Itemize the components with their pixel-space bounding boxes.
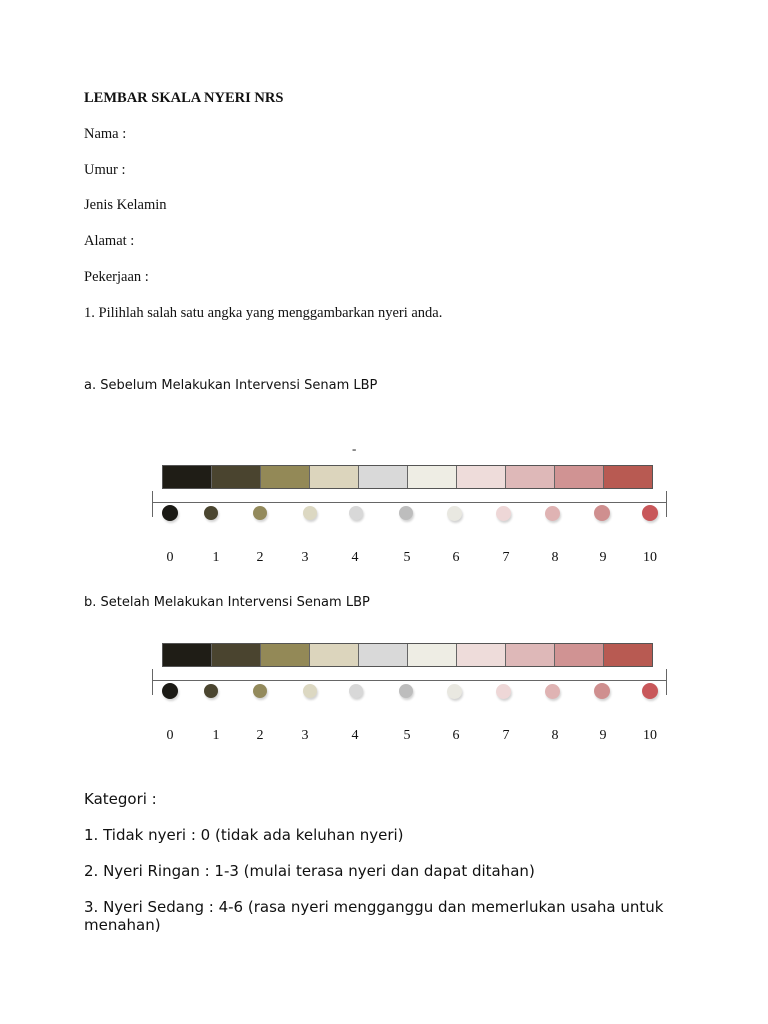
color-bar (162, 465, 653, 489)
scale-dot-10[interactable] (642, 505, 658, 521)
color-segment-3 (310, 466, 359, 488)
scale-dot-7[interactable] (496, 684, 511, 699)
pain-scale-after (150, 643, 670, 753)
scale-label-3: 3 (301, 728, 309, 743)
scale-label-8: 8 (551, 728, 559, 743)
instruction-text: 1. Pilihlah salah satu angka yang menggambarkan nyeri anda. (84, 305, 443, 321)
scale-label-7: 7 (502, 728, 510, 743)
field-nama: Nama : (84, 126, 127, 142)
scale-label-6: 6 (452, 550, 460, 565)
color-segment-4 (359, 644, 408, 666)
scale-label-10: 10 (643, 728, 657, 743)
scale-dot-8[interactable] (545, 506, 560, 521)
scale-dot-9[interactable] (594, 683, 610, 699)
category-nyeri-sedang: 3. Nyeri Sedang : 4-6 (rasa nyeri mengganggu dan memerlukan usaha untuk menahan) (84, 898, 664, 934)
scale-label-9: 9 (599, 728, 607, 743)
document-title: LEMBAR SKALA NYERI NRS (84, 90, 284, 106)
category-tidak-nyeri: 1. Tidak nyeri : 0 (tidak ada keluhan nyeri) (84, 826, 404, 844)
pain-scale-before (150, 465, 670, 575)
scale-dot-0[interactable] (162, 505, 178, 521)
scale-dot-9[interactable] (594, 505, 610, 521)
scale-dot-4[interactable] (349, 684, 363, 698)
scale-label-4: 4 (351, 550, 359, 565)
section-b-heading: b. Setelah Melakukan Intervensi Senam LBP (84, 595, 370, 610)
scale-label-1: 1 (212, 550, 220, 565)
scale-tick-right (666, 491, 667, 517)
color-bar (162, 643, 653, 667)
scale-label-0: 0 (166, 550, 174, 565)
scale-label-3: 3 (301, 550, 309, 565)
color-segment-0 (163, 466, 212, 488)
color-segment-5 (408, 644, 457, 666)
scale-dot-2[interactable] (253, 506, 267, 520)
scale-label-2: 2 (256, 728, 264, 743)
scale-dot-5[interactable] (399, 506, 413, 520)
color-segment-5 (408, 466, 457, 488)
scale-tick-right (666, 669, 667, 695)
color-segment-1 (212, 644, 261, 666)
scale-label-9: 9 (599, 550, 607, 565)
scale-dot-4[interactable] (349, 506, 363, 520)
scale-dot-8[interactable] (545, 684, 560, 699)
scale-tick-left (152, 491, 153, 517)
color-segment-9 (604, 644, 652, 666)
color-segment-1 (212, 466, 261, 488)
scale-label-10: 10 (643, 550, 657, 565)
scale-dot-3[interactable] (303, 684, 317, 698)
color-segment-8 (555, 644, 604, 666)
color-segment-2 (261, 466, 310, 488)
color-segment-6 (457, 644, 506, 666)
scale-label-7: 7 (502, 550, 510, 565)
color-segment-9 (604, 466, 652, 488)
color-segment-7 (506, 466, 555, 488)
color-segment-2 (261, 644, 310, 666)
color-segment-6 (457, 466, 506, 488)
scale-label-0: 0 (166, 728, 174, 743)
color-segment-0 (163, 644, 212, 666)
scale-dot-3[interactable] (303, 506, 317, 520)
field-alamat: Alamat : (84, 233, 135, 249)
scale-dot-1[interactable] (204, 506, 218, 520)
scale-dot-5[interactable] (399, 684, 413, 698)
categories-heading: Kategori : (84, 790, 157, 808)
scale-dot-1[interactable] (204, 684, 218, 698)
scale-tick-left (152, 669, 153, 695)
field-umur: Umur : (84, 162, 126, 178)
category-nyeri-ringan: 2. Nyeri Ringan : 1-3 (mulai terasa nyeri dan dapat ditahan) (84, 862, 535, 880)
scale-label-1: 1 (212, 728, 220, 743)
section-a-heading: a. Sebelum Melakukan Intervensi Senam LBP (84, 378, 378, 393)
color-segment-7 (506, 644, 555, 666)
scale-dot-6[interactable] (447, 684, 462, 699)
scale-label-2: 2 (256, 550, 264, 565)
color-segment-3 (310, 644, 359, 666)
scale-line (152, 502, 666, 503)
scale-label-8: 8 (551, 550, 559, 565)
scale-label-5: 5 (403, 728, 411, 743)
scale-label-5: 5 (403, 550, 411, 565)
scale-dot-10[interactable] (642, 683, 658, 699)
scale-mark: - (352, 441, 357, 456)
scale-line (152, 680, 666, 681)
field-pekerjaan: Pekerjaan : (84, 269, 149, 285)
scale-dot-2[interactable] (253, 684, 267, 698)
color-segment-4 (359, 466, 408, 488)
field-jenis-kelamin: Jenis Kelamin (84, 197, 167, 213)
color-segment-8 (555, 466, 604, 488)
scale-dot-7[interactable] (496, 506, 511, 521)
scale-label-6: 6 (452, 728, 460, 743)
scale-dot-6[interactable] (447, 506, 462, 521)
scale-label-4: 4 (351, 728, 359, 743)
scale-dot-0[interactable] (162, 683, 178, 699)
